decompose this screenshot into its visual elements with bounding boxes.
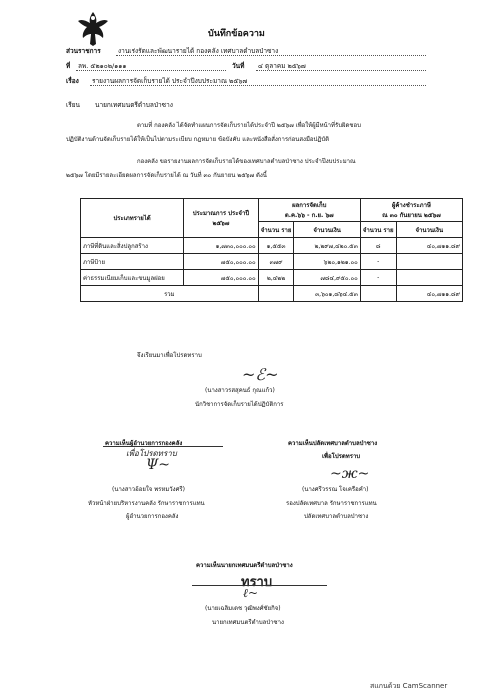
- para1-line2: ปฏิบัติงานด้านจัดเก็บรายได้ให้เป็นไปตามระเบียบ กฎหมาย ข้อบังคับ และหนังสือสั่งการก่อนสงมือปฏิบัติ: [66, 136, 330, 143]
- agency-label: ส่วนราชการ: [66, 47, 101, 55]
- row-arrears-amount: ๔๐,๗๑๑.๘๙: [396, 238, 462, 254]
- header-type: ประเภทรายได้: [81, 199, 184, 238]
- header-estimate: ประมาณการ ประจำปี ๒๕๖๗: [184, 199, 259, 238]
- to-value: นายกเทศมนตรีตำบลป่าซาง: [95, 101, 173, 109]
- row-arrears-count: -: [360, 270, 396, 286]
- para1-line1: ตามที่ กองคลัง ได้จัดทำแผนการจัดเก็บรายได้ประจำปี ๒๕๖๗ เพื่อให้ผู้มีหน้าที่รับผิดชอบ: [137, 122, 361, 129]
- para2-line2: ๒๕๖๗ โดยมีรายละเอียดผลการจัดเก็บรายได้ ณ วันที่ ๓๐ กันยายน ๒๕๖๗ ดังนี้: [66, 172, 267, 179]
- header-arrears-label: ผู้ค้างชำระภาษี: [391, 202, 431, 209]
- table-row: [81, 270, 463, 286]
- subject-value: รายงานผลการจัดเก็บรายได้ ประจำปีงบประมาณ ๒๕๖๗: [92, 77, 248, 85]
- row-arrears-amount: [396, 270, 462, 286]
- sig1-name: (นางสาวรสสุคนธ์ กุณแก้ว): [205, 387, 275, 394]
- opinion-right-heading: ความเห็นปลัดเทศบาลตำบลป่าซาง: [288, 440, 378, 447]
- header-arrears-date: ณ ๓๐ กันยายน ๒๕๖๗: [382, 212, 441, 219]
- table-row: [81, 238, 463, 254]
- signature-1: ~ℰ~: [242, 365, 279, 384]
- subject-label: เรื่อง: [66, 77, 79, 85]
- mayor-title: นายกเทศมนตรีตำบลป่าซาง: [212, 619, 284, 626]
- mayor-heading: ความเห็นนายกเทศมนตรีตำบลป่าซาง: [196, 562, 293, 569]
- date-label: วันที่: [232, 62, 245, 70]
- total-label: รวม: [81, 286, 259, 302]
- ref-value: ลพ. ๕๒๑๐๒/๑๑๑: [78, 62, 127, 70]
- row-count: ๒,๔๒๒: [258, 270, 294, 286]
- subject-underline: [90, 85, 426, 86]
- row-amount: ๗๘๔,๙๕๐.๐๐: [294, 270, 360, 286]
- row-arrears-amount: [396, 254, 462, 270]
- agency-underline: [116, 55, 426, 56]
- header-result-label: ผลการจัดเก็บ: [292, 202, 327, 209]
- row-estimate: ๗๕๐,๐๐๐.๐๐: [184, 270, 259, 286]
- total-arrears: ๔๐,๗๑๑.๘๙: [396, 286, 462, 302]
- row-amount: ๖๒๐,๑๒๑.๐๐: [294, 254, 360, 270]
- mayor-underline: [192, 585, 327, 586]
- row-count: ๓๗๙: [258, 254, 294, 270]
- row-count: ๑,๕๕๓: [258, 238, 294, 254]
- closing-text: จึงเรียนมาเพื่อโปรดทราบ: [137, 352, 202, 359]
- scanner-footer: สแกนด้วย CamScanner: [370, 682, 448, 690]
- total-arrears-count-empty: [360, 286, 396, 302]
- revenue-table: [80, 198, 463, 302]
- row-type: ภาษีที่ดินและสิ่งปลูกสร้าง: [81, 238, 184, 254]
- opinion-right-title2: ปลัดเทศบาลตำบลป่าซาง: [304, 513, 369, 520]
- row-arrears-count: ๘: [360, 238, 396, 254]
- row-type: ค่าธรรมเนียมเก็บและขนมูลฝอย: [81, 270, 184, 286]
- total-count-empty: [258, 286, 294, 302]
- opinion-left-note: เพื่อโปรดทราบ: [126, 449, 177, 458]
- opinion-left-name: (นางสาวอ้อยใจ พรหมวังศรี): [112, 486, 185, 493]
- header-arrears: [360, 199, 462, 222]
- opinion-right-name: (นางศรีวรรณ โจเครือคำ): [302, 486, 369, 493]
- memo-title: บันทึกข้อความ: [208, 29, 265, 39]
- row-estimate: ๑,๗๓๐,๐๐๐.๐๐: [184, 238, 259, 254]
- agency-value: งานเร่งรัดและพัฒนารายได้ กองคลัง เทศบาลตำบลป่าซาง: [118, 47, 279, 55]
- to-label: เรียน: [66, 101, 80, 109]
- header-amount: จำนวนเงิน: [294, 222, 360, 238]
- row-type: ภาษีป้าย: [81, 254, 184, 270]
- table-total-row: [81, 286, 463, 302]
- header-result-period: ต.ค.๖๖ - ก.ย. ๖๗: [284, 212, 334, 219]
- row-amount: ๒,๒๙๗,๔๒๐.๕๓: [294, 238, 360, 254]
- opinion-right-note: เพื่อโปรดทราบ: [322, 453, 361, 460]
- signature-3: ~ж~: [330, 466, 370, 482]
- row-estimate: ๗๕๐,๐๐๐.๐๐: [184, 254, 259, 270]
- opinion-left-title1: หัวหน้าฝ่ายบริหารงานคลัง รักษาราชการแทน: [88, 500, 205, 507]
- date-underline: [256, 70, 426, 71]
- mayor-note: ทราบ: [241, 575, 273, 590]
- header-arrears-amount: จำนวนเงิน: [396, 222, 462, 238]
- date-value: ๔ ตุลาคม ๒๕๖๗: [258, 62, 306, 70]
- header-arrears-count: จำนวน ราย: [360, 222, 396, 238]
- sig1-title: นักวิชาการจัดเก็บรายได้ปฏิบัติการ: [195, 401, 284, 408]
- garuda-emblem: [76, 10, 110, 48]
- ref-label: ที่: [66, 62, 71, 70]
- opinion-right-title1: รองปลัดเทศบาล รักษาราชการแทน: [286, 500, 377, 507]
- signature-4: ℓ~: [243, 586, 259, 600]
- row-arrears-count: -: [360, 254, 396, 270]
- total-amount: ๓,๖๐๑,๘๖๔.๕๓: [294, 286, 360, 302]
- para2-line1: กองคลัง ขอรายงานผลการจัดเก็บรายได้ของเทศบาลตำบลป่าซาง ประจำปีงบประมาณ: [137, 158, 356, 165]
- mayor-name: (นายเฉลิมเดช วุฒิพงศ์ชัยกิจ): [205, 605, 281, 612]
- signature-2: Ψ~: [146, 457, 171, 473]
- header-count: จำนวน ราย: [258, 222, 294, 238]
- table-row: [81, 254, 463, 270]
- ref-underline: [76, 70, 226, 71]
- opinion-left-heading: ความเห็นผู้อำนวยการกองคลัง: [105, 440, 183, 447]
- opinion-left-title2: ผู้อำนวยการกองคลัง: [126, 513, 179, 520]
- header-result: [258, 199, 360, 222]
